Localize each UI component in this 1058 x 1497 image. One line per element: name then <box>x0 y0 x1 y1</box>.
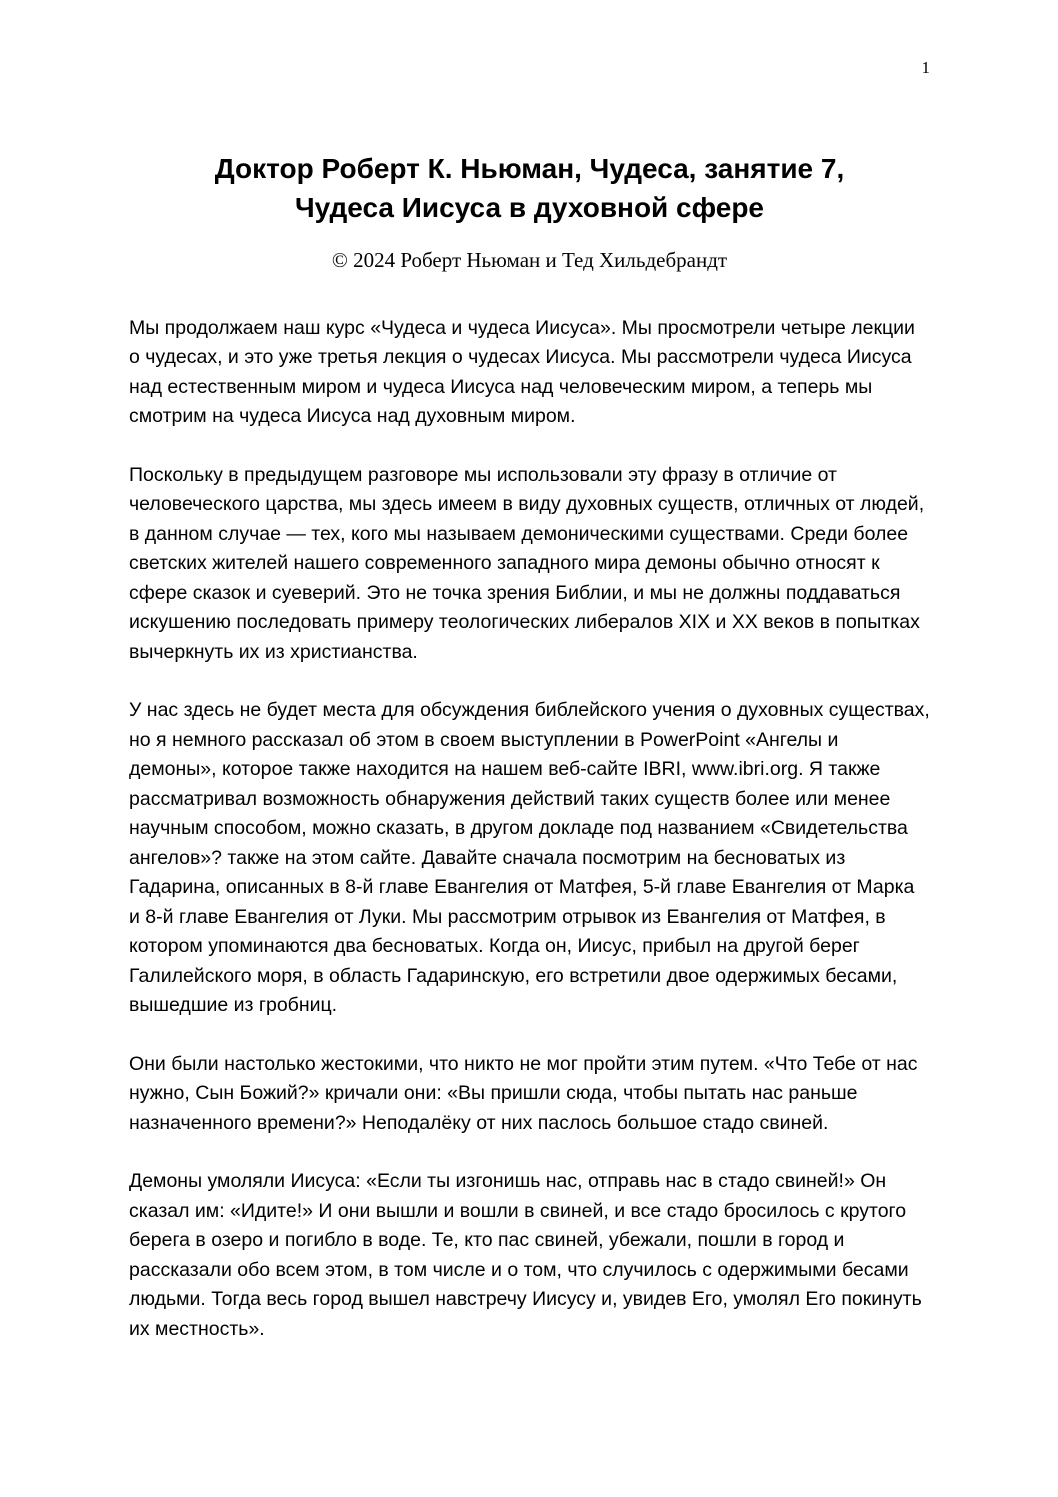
paragraph: Поскольку в предыдущем разговоре мы использовали эту фразу в отличие от человеческого царства, мы здесь имеем в виду духовных существ, отличных от людей, в данном случае — тех, кого мы называем демоническими существами. Среди более светских жителей нашего современного западного мира демоны обычно относят к сфере сказок и суеверий. Это не точка зрения Библии, и мы не должны поддаваться искушению последовать примеру теологических либералов XIX и XX веков в попытках вычеркнуть их из христианства. <box>129 463 925 663</box>
document-content <box>129 130 930 1373</box>
document-title-line-2: Чудеса Иисуса в духовной сфере <box>294 191 764 223</box>
paragraphs <box>129 314 930 1345</box>
page-number: 1 <box>921 58 930 77</box>
copyright-line: © 2024 Роберт Ньюман и Тед Хильдебрандт <box>331 247 728 272</box>
document-title-line-1: Доктор Роберт К. Ньюман, Чудеса, занятие 7, <box>214 152 845 184</box>
paragraph: У нас здесь не будет места для обсуждения библейского учения о духовных существах, но я немного рассказал об этом в своем выступлении в PowerPoint «Ангелы и демоны», которое также находится на нашем веб-сайте IBRI, www.ibri.org. Я также рассматривал возможность обнаружения действий таких существ более или менее научным способом, можно сказать, в другом докладе под названием «Свидетельства ангелов»? также на этом сайте. Давайте сначала посмотрим на бесноватых из Гадарина, описанных в 8-й главе Евангелия от Матфея, 5-й главе Евангелия от Марка и 8-й главе Евангелия от Луки. Мы рассмотрим отрывок из Евангелия от Матфея, в котором упоминаются два бесноватых. Когда он, Иисус, прибыл на другой берег Галилейского моря, в область Гадаринскую, его встретили двое одержимых бесами, вышедшие из гробниц. <box>129 699 930 1016</box>
paragraph: Мы продолжаем наш курс «Чудеса и чудеса Иисуса». Мы просмотрели четыре лекции о чудесах, и это уже третья лекция о чудесах Иисуса. Мы рассмотрели чудеса Иисуса над естественным миром и чудеса Иисуса над человеческим миром, а теперь мы смотрим на чудеса Иисуса над духовным миром. <box>129 316 915 427</box>
paragraph: Они были настолько жестокими, что никто не мог пройти этим путем. «Что Тебе от нас нужно, Сын Божий?» кричали они: «Вы пришли сюда, чтобы пытать нас раньше назначенного времени?» Неподалёку от них паслось большое стадо свиней. <box>129 1052 918 1134</box>
document-title <box>129 149 930 227</box>
paragraph: Демоны умоляли Иисуса: «Если ты изгонишь нас, отправь нас в стадо свиней!» Он сказал им: «Идите!» И они вышли и вошли в свиней, и все стадо бросилось с крутого берега в озеро и погибло в воде. Те, кто пас свиней, убежали, пошли в город и рассказали обо всем этом, в том числе и о том, что случилось с одержимыми бесами людьми. Тогда весь город вышел навстречу Иисусу и, увидев Его, умолял Его покинуть их местность». <box>129 1170 922 1340</box>
